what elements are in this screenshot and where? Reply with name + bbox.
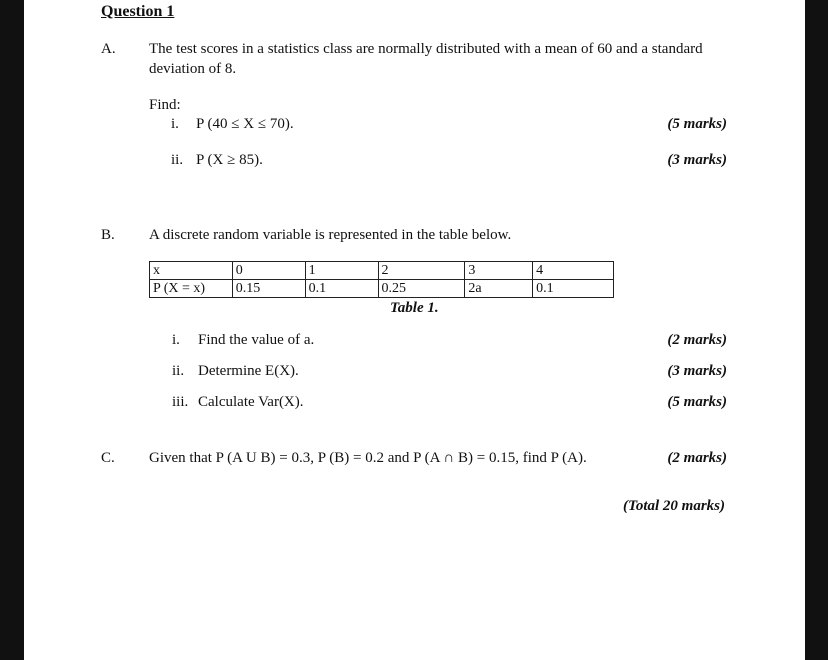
table-cell: x xyxy=(150,262,233,280)
section-a-item-1-marks: (5 marks) xyxy=(667,116,727,132)
table-cell: 2 xyxy=(378,262,465,280)
table-cell: 0.15 xyxy=(232,280,305,298)
section-b-item-1-text: Find the value of a. xyxy=(198,332,315,348)
table-cell: P (X = x) xyxy=(150,280,233,298)
section-a-item-1-label: i. xyxy=(171,116,179,132)
document-page xyxy=(24,0,805,660)
table-cell: 0.25 xyxy=(378,280,465,298)
section-b-item-3-text: Calculate Var(X). xyxy=(198,394,304,410)
table-cell: 4 xyxy=(533,262,614,280)
table-cell: 3 xyxy=(465,262,533,280)
section-c-marks: (2 marks) xyxy=(667,450,727,466)
section-c-text: Given that P (A U B) = 0.3, P (B) = 0.2 and P (A ∩ B) = 0.15, find P (A). xyxy=(149,450,587,466)
section-b-item-2-text: Determine E(X). xyxy=(198,363,299,379)
total-marks: (Total 20 marks) xyxy=(623,498,725,514)
section-b-item-2-label: ii. xyxy=(172,363,185,379)
section-a-item-2-marks: (3 marks) xyxy=(667,152,727,168)
section-b-item-1-marks: (2 marks) xyxy=(667,332,727,348)
section-a-item-2-text: P (X ≥ 85). xyxy=(196,152,263,168)
section-a-item-1-text: P (40 ≤ X ≤ 70). xyxy=(196,116,294,132)
section-b-item-3-marks: (5 marks) xyxy=(667,394,727,410)
section-a-find: Find: xyxy=(149,97,181,113)
section-b-intro: A discrete random variable is represented in the table below. xyxy=(149,227,512,243)
table-cell: 0.1 xyxy=(305,280,378,298)
section-a-letter: A. xyxy=(101,41,116,57)
section-b-item-2-marks: (3 marks) xyxy=(667,363,727,379)
question-title: Question 1 xyxy=(101,3,175,20)
section-a-item-2-label: ii. xyxy=(171,152,184,168)
section-b-letter: B. xyxy=(101,227,115,243)
table-cell: 0 xyxy=(232,262,305,280)
table-caption: Table 1. xyxy=(390,300,439,316)
table-cell: 2a xyxy=(465,280,533,298)
probability-table xyxy=(149,261,614,298)
table-cell: 1 xyxy=(305,262,378,280)
section-b-item-3-label: iii. xyxy=(172,394,189,410)
table-cell: 0.1 xyxy=(533,280,614,298)
table-row-probability xyxy=(150,280,614,298)
section-b-item-1-label: i. xyxy=(172,332,180,348)
table-row-x xyxy=(150,262,614,280)
section-c-letter: C. xyxy=(101,450,115,466)
section-a-line-2: deviation of 8. xyxy=(149,61,237,77)
section-a-line-1: The test scores in a statistics class are normally distributed with a mean of 60 and a standard xyxy=(149,41,703,57)
